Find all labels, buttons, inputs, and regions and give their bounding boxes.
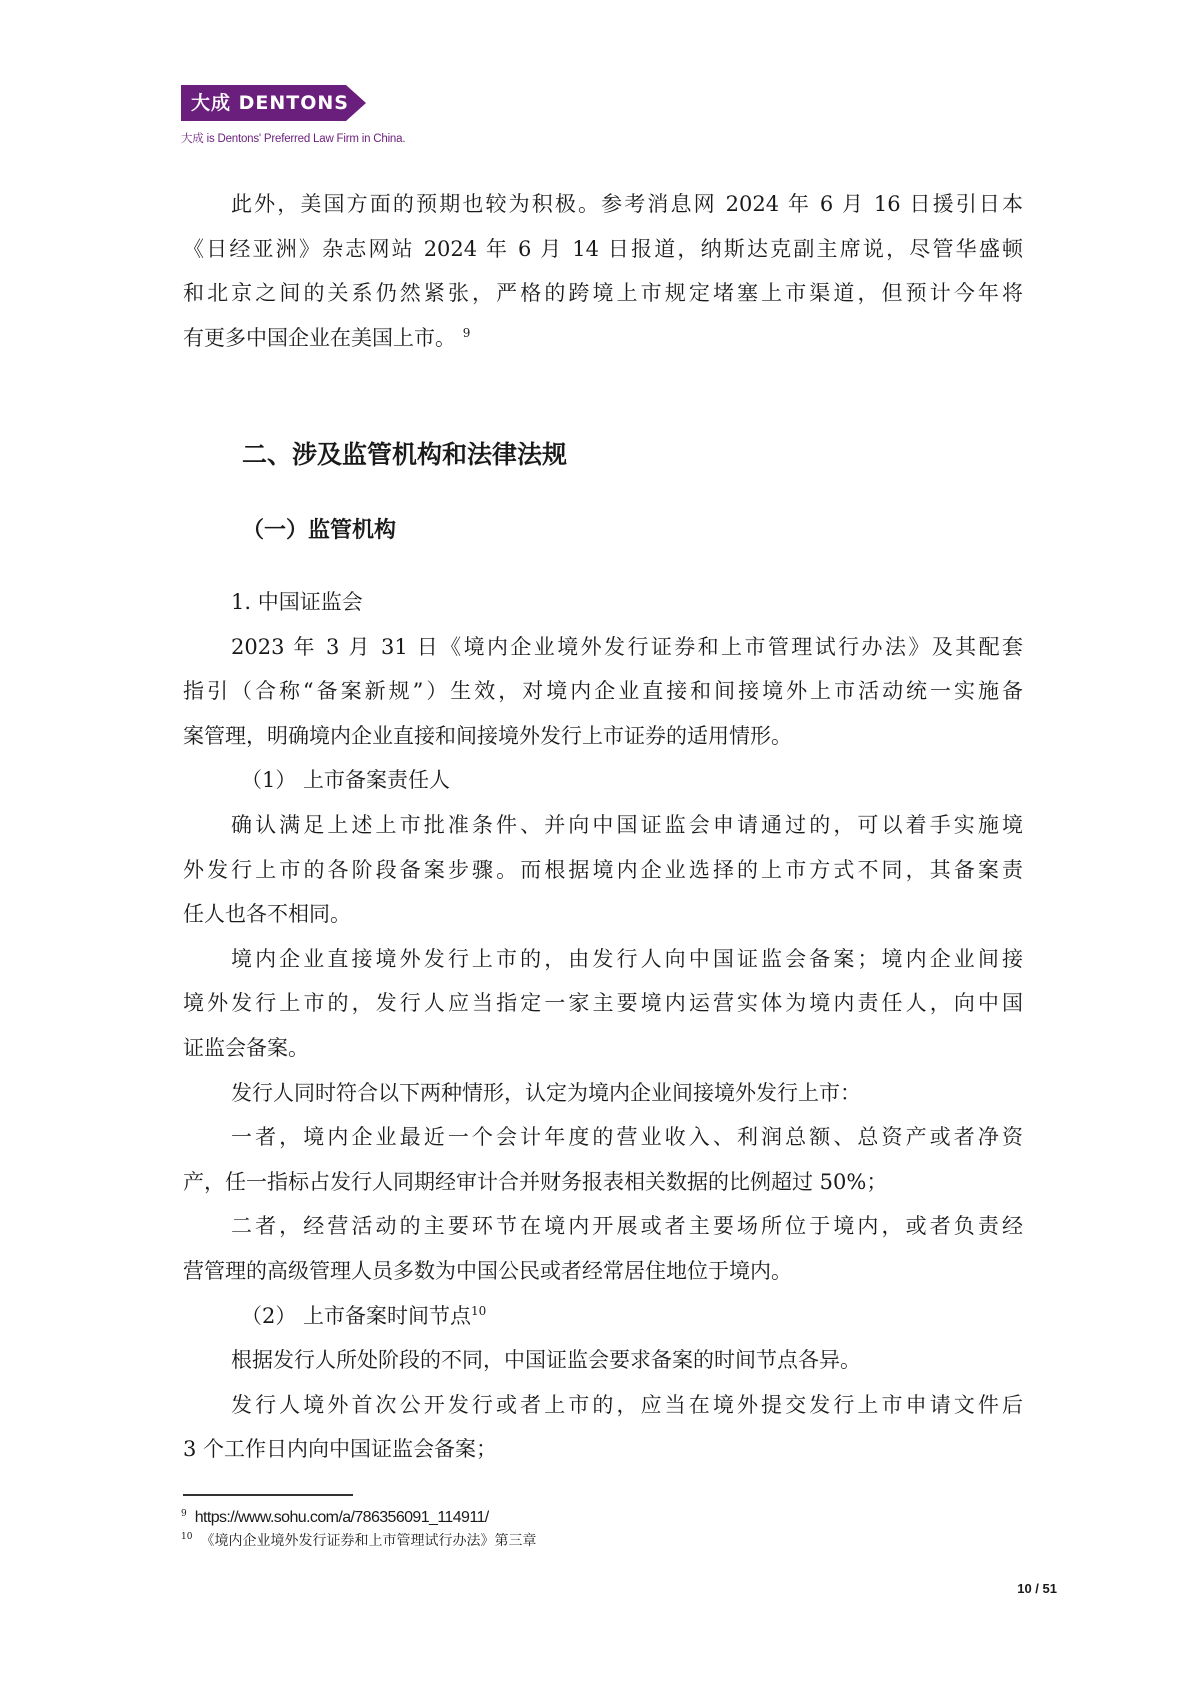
text-line-content: 3 个工作日内向中国证监会备案； xyxy=(183,1437,498,1462)
text-line-content: 二者，经营活动的主要环节在境内开展或者主要场所位于境内，或者负责经 xyxy=(231,1214,1023,1239)
text-line-content: 外发行上市的各阶段备案步骤。而根据境内企业选择的上市方式不同，其备案责 xyxy=(183,857,1023,882)
text-line-content: 发行人境外首次公开发行或者上市的，应当在境外提交发行上市申请文件后 xyxy=(231,1392,1023,1417)
text-line xyxy=(183,1160,1023,1205)
footnote-link[interactable]: https://www.sohu.com/a/786356091_114911/ xyxy=(194,1509,489,1526)
text-line xyxy=(183,714,1023,759)
text-line: 此外，美国方面的预期也较为积极。参考消息网 2024 年 6 月 16 日援引日本 xyxy=(231,192,1023,216)
text-line-content: （1） 上市备案责任人 xyxy=(241,768,451,793)
text-line xyxy=(183,625,1023,670)
text-line: 《日经亚洲》杂志网站 2024 年 6 月 14 日报道，纳斯达克副主席说，尽管华盛顿 xyxy=(183,236,1023,261)
text-line xyxy=(183,1338,1023,1383)
text-line xyxy=(183,803,1023,848)
text-line: 和北京之间的关系仍然紧张，严格的跨境上市规定堵塞上市渠道，但预计今年将 xyxy=(183,281,1023,306)
numbered-heading xyxy=(183,1294,1023,1339)
section-title: 二、涉及监管机构和法律法规 xyxy=(242,440,568,469)
text-line xyxy=(183,316,1023,361)
text-line-content: 证监会备案。 xyxy=(183,1035,309,1060)
footnote-divider xyxy=(183,1494,353,1496)
text-line-content: 境内企业直接境外发行上市的，由发行人向中国证监会备案；境内企业间接 xyxy=(231,946,1023,971)
text-line-content: 发行人同时符合以下两种情形，认定为境内企业间接境外发行上市： xyxy=(231,1080,861,1105)
text-line xyxy=(183,892,1023,937)
footnote-ref[interactable]: 10 xyxy=(471,1303,487,1318)
text-line xyxy=(183,1204,1023,1249)
text-line xyxy=(183,1427,1023,1472)
body-text xyxy=(183,580,1023,1472)
subsection-title: （一）监管机构 xyxy=(242,517,397,543)
text-line-content: 2023 年 3 月 31 日《境内企业境外发行证券和上市管理试行办法》及其配套 xyxy=(231,634,1023,659)
footnote-10 xyxy=(181,1531,536,1551)
text-line-content: 一者，境内企业最近一个会计年度的营业收入、利润总额、总资产或者净资 xyxy=(231,1125,1023,1150)
text-line xyxy=(183,937,1023,982)
text-line-content: （2） 上市备案时间节点 xyxy=(241,1303,472,1328)
item-title: 1. 中国证监会 xyxy=(231,590,363,614)
text-line-content: 营管理的高级管理人员多数为中国公民或者经常居住地位于境内。 xyxy=(183,1258,792,1283)
text-line xyxy=(183,1115,1023,1160)
footnote-text: 《境内企业境外发行证券和上市管理试行办法》第三章 xyxy=(200,1533,537,1549)
text-line-content: 任人也各不相同。 xyxy=(183,902,351,927)
text-line-content: 案管理，明确境内企业直接和间接境外发行上市证券的适用情形。 xyxy=(183,723,792,748)
text-line xyxy=(183,848,1023,893)
text-line-content: 根据发行人所处阶段的不同，中国证监会要求备案的时间节点各异。 xyxy=(231,1348,861,1373)
text-line xyxy=(183,1249,1023,1294)
text-line-content: 指引（合称“备案新规”）生效，对境内企业直接和间接境外上市活动统一实施备 xyxy=(183,679,1023,704)
logo-text: 大成 DENTONS xyxy=(191,92,349,114)
text-line xyxy=(183,1071,1023,1116)
footnote-9 xyxy=(181,1508,489,1528)
text-line-content: 产，任一指标占发行人同期经审计合并财务报表相关数据的比例超过 50%； xyxy=(183,1169,888,1194)
text-line xyxy=(183,1383,1023,1428)
text-line-content: 有更多中国企业在美国上市。 xyxy=(183,325,456,350)
text-line-content: 境外发行上市的，发行人应当指定一家主要境内运营实体为境内责任人，向中国 xyxy=(183,991,1023,1016)
text-line xyxy=(183,1026,1023,1071)
footnote-number: 10 xyxy=(181,1532,193,1542)
logo-tagline: 大成 is Dentons' Preferred Law Firm in China. xyxy=(181,133,406,145)
text-line xyxy=(183,669,1023,714)
page-number: 10 / 51 xyxy=(1017,1581,1057,1596)
intro-paragraph xyxy=(183,182,1023,360)
numbered-heading xyxy=(183,758,1023,803)
text-line xyxy=(183,981,1023,1026)
text-line-content: 确认满足上述上市批准条件、并向中国证监会申请通过的，可以着手实施境 xyxy=(231,812,1023,837)
footnote-ref[interactable]: 9 xyxy=(462,325,471,340)
footnote-number: 9 xyxy=(181,1509,187,1519)
